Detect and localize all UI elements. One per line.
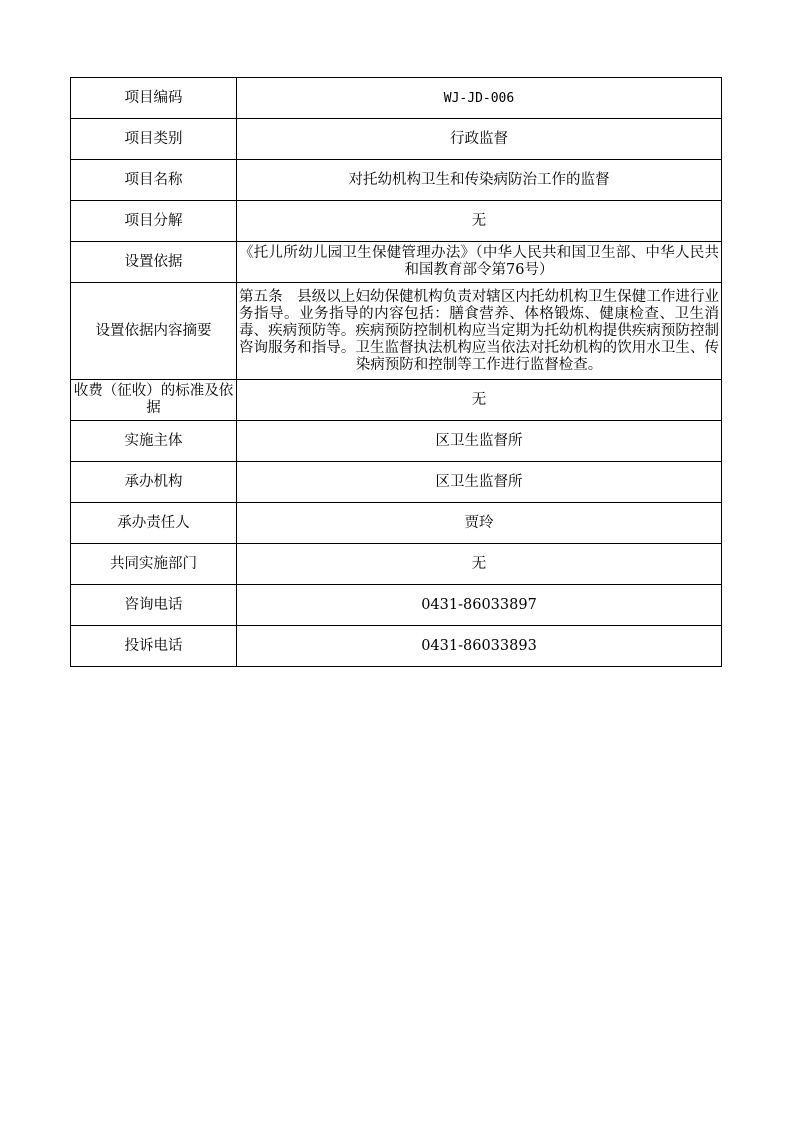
table-row (71, 201, 722, 242)
table-row (71, 462, 722, 503)
table-row (71, 78, 722, 119)
row-label: 承办机构 (71, 462, 237, 503)
row-label: 项目编码 (71, 78, 237, 119)
row-value: WJ-JD-006 (237, 78, 722, 119)
row-label: 承办责任人 (71, 503, 237, 544)
table-row (71, 544, 722, 585)
row-label: 实施主体 (71, 421, 237, 462)
row-value: 0431-86033897 (237, 585, 722, 626)
row-value: 区卫生监督所 (237, 421, 722, 462)
info-table (70, 77, 722, 667)
row-value: 贾玲 (237, 503, 722, 544)
table-row (71, 119, 722, 160)
table-row (71, 283, 722, 380)
row-label: 共同实施部门 (71, 544, 237, 585)
row-value: 区卫生监督所 (237, 462, 722, 503)
row-value: 无 (237, 201, 722, 242)
row-label: 收费（征收）的标准及依据 (71, 380, 237, 421)
row-value: 0431-86033893 (237, 626, 722, 667)
row-label: 咨询电话 (71, 585, 237, 626)
row-value: 第五条 县级以上妇幼保健机构负责对辖区内托幼机构卫生保健工作进行业务指导。业务指导的内容包括：膳食营养、体格锻炼、健康检查、卫生消毒、疾病预防等。疾病预防控制机构应当定期为托幼机构提供疾病预防控制咨询服务和指导。卫生监督执法机构应当依法对托幼机构的饮用水卫生、传染病预防和控制等工作进行监督检查。 (237, 283, 722, 380)
row-value: 对托幼机构卫生和传染病防治工作的监督 (237, 160, 722, 201)
table-row (71, 160, 722, 201)
table-row (71, 503, 722, 544)
row-label: 投诉电话 (71, 626, 237, 667)
row-label: 项目类别 (71, 119, 237, 160)
row-value: 《托儿所幼儿园卫生保健管理办法》（中华人民共和国卫生部、中华人民共和国教育部令第76号） (237, 242, 722, 283)
table-row (71, 626, 722, 667)
table-row (71, 585, 722, 626)
row-label: 项目名称 (71, 160, 237, 201)
row-value: 无 (237, 380, 722, 421)
table-row (71, 421, 722, 462)
row-value: 无 (237, 544, 722, 585)
table-row (71, 380, 722, 421)
row-value: 行政监督 (237, 119, 722, 160)
row-label: 设置依据 (71, 242, 237, 283)
row-label: 设置依据内容摘要 (71, 283, 237, 380)
table-row (71, 242, 722, 283)
row-label: 项目分解 (71, 201, 237, 242)
